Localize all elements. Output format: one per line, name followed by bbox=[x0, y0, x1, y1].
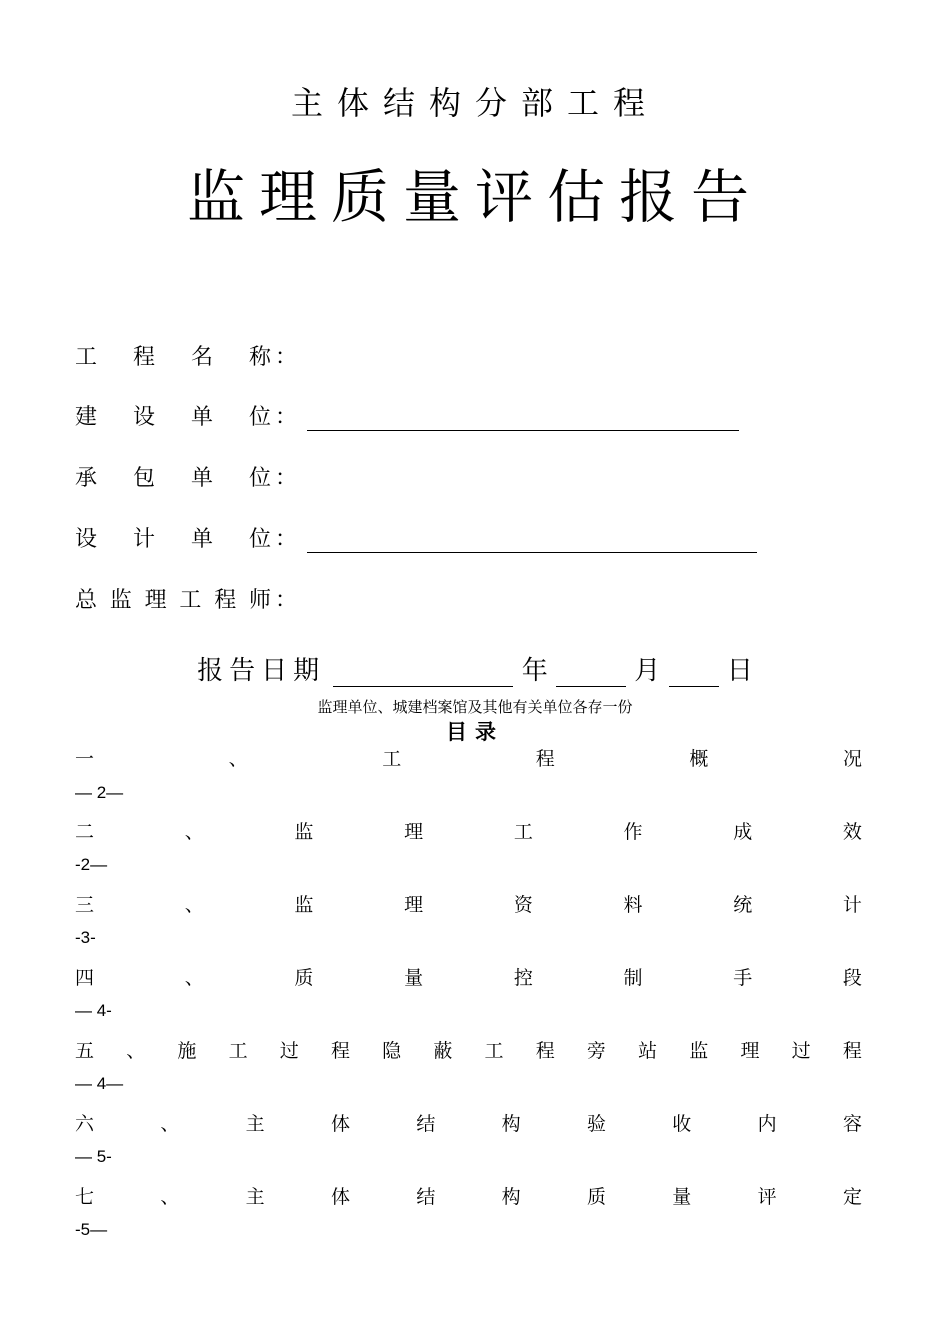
label-char: 承 bbox=[75, 466, 98, 491]
toc-entry[interactable] bbox=[75, 890, 862, 917]
label-char: 师 bbox=[248, 588, 271, 613]
toc-char: 、 bbox=[184, 821, 204, 843]
field-contractor bbox=[75, 461, 301, 492]
label-char: 设 bbox=[75, 527, 98, 552]
toc-page-number: -3- bbox=[75, 928, 96, 947]
label-char: 工 bbox=[179, 588, 202, 613]
toc-char: 效 bbox=[842, 821, 862, 843]
toc-char: 程 bbox=[535, 748, 555, 770]
toc-char: 过 bbox=[791, 1040, 811, 1062]
month-blank[interactable] bbox=[556, 660, 626, 687]
toc-char: 制 bbox=[623, 967, 643, 989]
toc-char: 评 bbox=[757, 1186, 777, 1208]
toc-char: 旁 bbox=[586, 1040, 606, 1062]
toc-char: 资 bbox=[513, 894, 533, 916]
label-char: 单 bbox=[190, 527, 213, 552]
toc-char: 统 bbox=[733, 894, 753, 916]
toc-char: 内 bbox=[757, 1113, 777, 1135]
label-char: 位 bbox=[248, 527, 271, 552]
field-label bbox=[75, 400, 271, 431]
toc-char: 成 bbox=[733, 821, 753, 843]
toc-char: 计 bbox=[842, 894, 862, 916]
toc-char: 一 bbox=[75, 748, 95, 770]
toc-entry[interactable] bbox=[75, 1036, 862, 1063]
toc-char: 工 bbox=[228, 1040, 248, 1062]
toc-char: 构 bbox=[501, 1113, 521, 1135]
label-char: 位 bbox=[248, 466, 271, 491]
report-date bbox=[0, 650, 950, 687]
toc-char: 验 bbox=[586, 1113, 606, 1135]
toc-char: 监 bbox=[294, 894, 314, 916]
toc-char: 监 bbox=[689, 1040, 709, 1062]
toc-char: 站 bbox=[638, 1040, 658, 1062]
distribution-note: 监理单位、城建档案馆及其他有关单位各存一份 bbox=[317, 698, 633, 716]
toc-char: 质 bbox=[294, 967, 314, 989]
year-label: 年 bbox=[521, 656, 548, 686]
toc-char: 五 bbox=[75, 1040, 95, 1062]
toc-char: 程 bbox=[842, 1040, 862, 1062]
toc-char: 工 bbox=[382, 748, 402, 770]
label-char: 程 bbox=[214, 588, 237, 613]
toc-char: 工 bbox=[484, 1040, 504, 1062]
toc-page-number: — 4- bbox=[75, 1001, 112, 1020]
report-date-label: 报告日期 bbox=[197, 656, 326, 686]
field-colon: ： bbox=[274, 527, 297, 552]
label-char: 总 bbox=[75, 588, 98, 613]
toc-char: 结 bbox=[416, 1186, 436, 1208]
field-colon: ： bbox=[274, 345, 297, 370]
toc-char: 工 bbox=[513, 821, 533, 843]
field-colon: ： bbox=[274, 405, 297, 430]
year-blank[interactable] bbox=[333, 660, 513, 687]
toc-char: 主 bbox=[245, 1186, 265, 1208]
toc-char: 段 bbox=[842, 967, 862, 989]
toc-char: 作 bbox=[623, 821, 643, 843]
construction-unit-blank[interactable] bbox=[307, 408, 739, 431]
month-label: 月 bbox=[634, 656, 661, 686]
toc-char: 手 bbox=[733, 967, 753, 989]
design-unit-blank[interactable] bbox=[307, 530, 757, 553]
field-colon: ： bbox=[274, 466, 297, 491]
toc-page-number: — 2— bbox=[75, 783, 124, 802]
toc-char: 监 bbox=[294, 821, 314, 843]
toc-char: 六 bbox=[75, 1113, 95, 1135]
field-label bbox=[75, 340, 271, 371]
toc-char: 主 bbox=[245, 1113, 265, 1135]
toc-title: 目录 bbox=[446, 719, 504, 744]
toc-page-number: -5— bbox=[75, 1220, 108, 1239]
field-label bbox=[75, 461, 271, 492]
toc-char: 量 bbox=[404, 967, 424, 989]
toc-entry[interactable] bbox=[75, 817, 862, 844]
toc-entry[interactable] bbox=[75, 1182, 862, 1209]
toc-char: 概 bbox=[689, 748, 709, 770]
label-char: 监 bbox=[109, 588, 132, 613]
toc-char: 四 bbox=[75, 967, 95, 989]
toc-char: 料 bbox=[623, 894, 643, 916]
label-char: 单 bbox=[190, 466, 213, 491]
toc-char: 施 bbox=[177, 1040, 197, 1062]
toc-char: 量 bbox=[672, 1186, 692, 1208]
day-label: 日 bbox=[726, 656, 753, 686]
toc-page-number: -2— bbox=[75, 855, 108, 874]
toc-char: 收 bbox=[672, 1113, 692, 1135]
toc-entry[interactable] bbox=[75, 744, 862, 771]
field-project-name bbox=[75, 340, 301, 371]
toc-char: 体 bbox=[330, 1113, 350, 1135]
label-char: 单 bbox=[190, 405, 213, 430]
toc-char: 二 bbox=[75, 821, 95, 843]
toc-char: 隐 bbox=[382, 1040, 402, 1062]
toc-char: 理 bbox=[404, 894, 424, 916]
toc-char: 、 bbox=[228, 748, 248, 770]
label-char: 理 bbox=[144, 588, 167, 613]
toc-char: 控 bbox=[513, 967, 533, 989]
toc-char: 况 bbox=[842, 748, 862, 770]
label-char: 位 bbox=[248, 405, 271, 430]
label-char: 名 bbox=[190, 345, 213, 370]
toc-char: 定 bbox=[842, 1186, 862, 1208]
day-blank[interactable] bbox=[669, 660, 719, 687]
toc-char: 理 bbox=[404, 821, 424, 843]
field-construction-unit bbox=[75, 400, 739, 431]
toc-char: 蔽 bbox=[433, 1040, 453, 1062]
toc-char: 理 bbox=[740, 1040, 760, 1062]
toc-char: 、 bbox=[160, 1186, 180, 1208]
label-char: 建 bbox=[75, 405, 98, 430]
toc-char: 程 bbox=[330, 1040, 350, 1062]
toc-char: 、 bbox=[126, 1040, 146, 1062]
label-char: 计 bbox=[132, 527, 155, 552]
toc-char: 、 bbox=[184, 967, 204, 989]
label-char: 设 bbox=[132, 405, 155, 430]
toc-char: 程 bbox=[535, 1040, 555, 1062]
toc-char: 过 bbox=[279, 1040, 299, 1062]
toc-char: 体 bbox=[330, 1186, 350, 1208]
toc-entry[interactable] bbox=[75, 1109, 862, 1136]
label-char: 包 bbox=[132, 466, 155, 491]
toc-page-number: — 5- bbox=[75, 1147, 112, 1166]
toc-char: 、 bbox=[160, 1113, 180, 1135]
label-char: 称 bbox=[248, 345, 271, 370]
toc-char: 、 bbox=[184, 894, 204, 916]
field-label bbox=[75, 583, 271, 614]
label-char: 程 bbox=[132, 345, 155, 370]
field-design-unit bbox=[75, 522, 757, 553]
field-label bbox=[75, 522, 271, 553]
toc-char: 七 bbox=[75, 1186, 95, 1208]
field-colon: ： bbox=[274, 588, 297, 613]
toc-page-number: — 4— bbox=[75, 1074, 124, 1093]
toc-char: 三 bbox=[75, 894, 95, 916]
document-subtitle: 主体结构分部工程 bbox=[290, 84, 659, 122]
label-char: 工 bbox=[75, 345, 98, 370]
toc-char: 容 bbox=[842, 1113, 862, 1135]
toc-entry[interactable] bbox=[75, 963, 862, 990]
document-title: 监理质量评估报告 bbox=[186, 163, 763, 231]
toc-char: 质 bbox=[586, 1186, 606, 1208]
field-chief-engineer bbox=[75, 583, 301, 614]
toc-char: 结 bbox=[416, 1113, 436, 1135]
toc-char: 构 bbox=[501, 1186, 521, 1208]
